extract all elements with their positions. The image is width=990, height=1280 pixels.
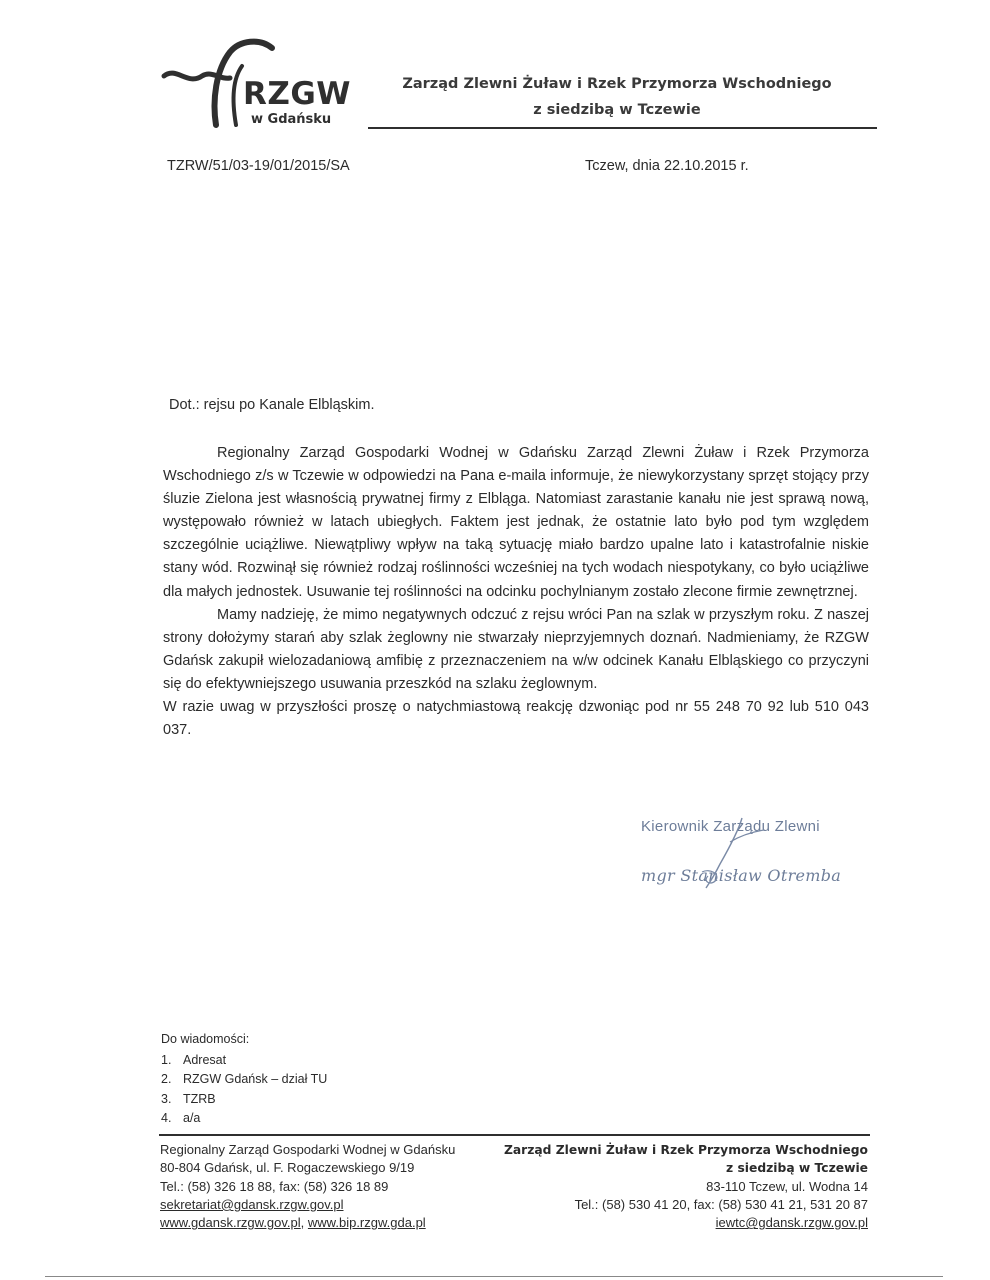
- letterhead-title: Zarząd Zlewni Żuław i Rzek Przymorza Wschodniego: [402, 76, 832, 92]
- footer-left: [160, 1141, 455, 1232]
- list-item: 1. Adresat: [161, 1053, 227, 1067]
- footer-phone: Tel.: (58) 326 18 88, fax: (58) 326 18 89: [160, 1178, 389, 1194]
- footer-bip-link[interactable]: www.bip.rzgw.gda.pl: [307, 1215, 426, 1231]
- footer-branch-seat: z siedzibą w Tczewie: [726, 1161, 868, 1176]
- footer-org-name: Regionalny Zarząd Gospodarki Wodnej w Gdańsku: [160, 1142, 456, 1157]
- footer-branch-phone: Tel.: (58) 530 41 20, fax: (58) 530 41 21, 531 20 87: [574, 1196, 868, 1212]
- letter-subject: Dot.: rejsu po Kanale Elbląskim.: [169, 397, 375, 413]
- handwritten-signature-icon: [680, 812, 790, 892]
- footer-branch-name: Zarząd Zlewni Żuław i Rzek Przymorza Wschodniego: [503, 1143, 868, 1157]
- rzgw-logo: [160, 30, 370, 135]
- body-paragraph-1: Regionalny Zarząd Gospodarki Wodnej w Gdańsku Zarząd Zlewni Żuław i Rzek Przymorza Wschodniego z/s w Tczewie w odpowiedzi na Pana e-maila informuje, że niewykorzystany sprzęt stojący przy śluzie Zielona jest własnością prywatnej firmy z Elbląga. Natomiast zarastanie kanału nie jest sprawą nową, występowało również w latach ubiegłych. Faktem jest jednak, że ostatnie lato było pod tym względem szczególnie uciążliwe. Niewątpliwy wpływ na taką sytuację miało bardzo upalne lato i katastrofalnie niskie stany wód. Rozwinął się również rodzaj roślinności wcześniej na tych wodach niespotykany, co było uciążliwe dla małych jednostek. Usuwanie tej roślinności na odcinku pochylnianym zostało zlecone firmie zewnętrznej.: [163, 445, 869, 600]
- distribution-label: Do wiadomości:: [161, 1032, 250, 1046]
- logo-brand: RZGW: [243, 76, 351, 112]
- letter-body: [163, 442, 869, 742]
- distribution-list: [161, 1051, 327, 1128]
- footer-link-separator: ,: [300, 1215, 308, 1231]
- letterhead-subtitle: z siedzibą w Tczewie: [533, 102, 701, 118]
- letterhead-divider: [368, 127, 877, 129]
- list-item: 4. a/a: [161, 1110, 201, 1125]
- signature-name: mgr Stanisław Otremba: [641, 866, 842, 885]
- footer-email-link[interactable]: sekretariat@gdansk.rzgw.gov.pl: [160, 1196, 344, 1212]
- reference-number: TZRW/51/03-19/01/2015/SA: [167, 158, 350, 174]
- list-item: 3. TZRB: [161, 1091, 216, 1106]
- logo-subtext: w Gdańsku: [251, 112, 332, 127]
- list-item: 2. RZGW Gdańsk – dział TU: [161, 1072, 328, 1087]
- body-paragraph-2: Mamy nadzieję, że mimo negatywnych odczuć z rejsu wróci Pan na szlak w przyszłym roku. Z naszej strony dołożymy starań aby szlak żeglowny nie stwarzały nieprzyjemnych doznań. Nadmieniamy, że RZGW Gdańsk zakupił wielozadaniową amfibię z przeznaczeniem na w/w odcinek Kanału Elbląskiego co przyczyni się do efektywniejszego usuwania przeszkód na szlaku żeglownym.: [163, 606, 869, 692]
- signature-title: Kierownik Zarządu Zlewni: [641, 818, 820, 835]
- page-bottom-divider: [45, 1276, 943, 1277]
- footer-right: [504, 1141, 868, 1232]
- footer-divider: [159, 1134, 870, 1136]
- footer-branch-address: 83-110 Tczew, ul. Wodna 14: [706, 1178, 868, 1194]
- footer-address: 80-804 Gdańsk, ul. F. Rogaczewskiego 9/19: [160, 1160, 415, 1176]
- footer-website-link[interactable]: www.gdansk.rzgw.gov.pl: [160, 1215, 301, 1231]
- letter-date: Tczew, dnia 22.10.2015 r.: [585, 158, 749, 174]
- body-paragraph-3: W razie uwag w przyszłości proszę o natychmiastową reakcję dzwoniąc pod nr 55 248 70 92 lub 510 043 037.: [163, 699, 869, 739]
- footer-branch-email-link[interactable]: iewtc@gdansk.rzgw.gov.pl: [715, 1215, 868, 1231]
